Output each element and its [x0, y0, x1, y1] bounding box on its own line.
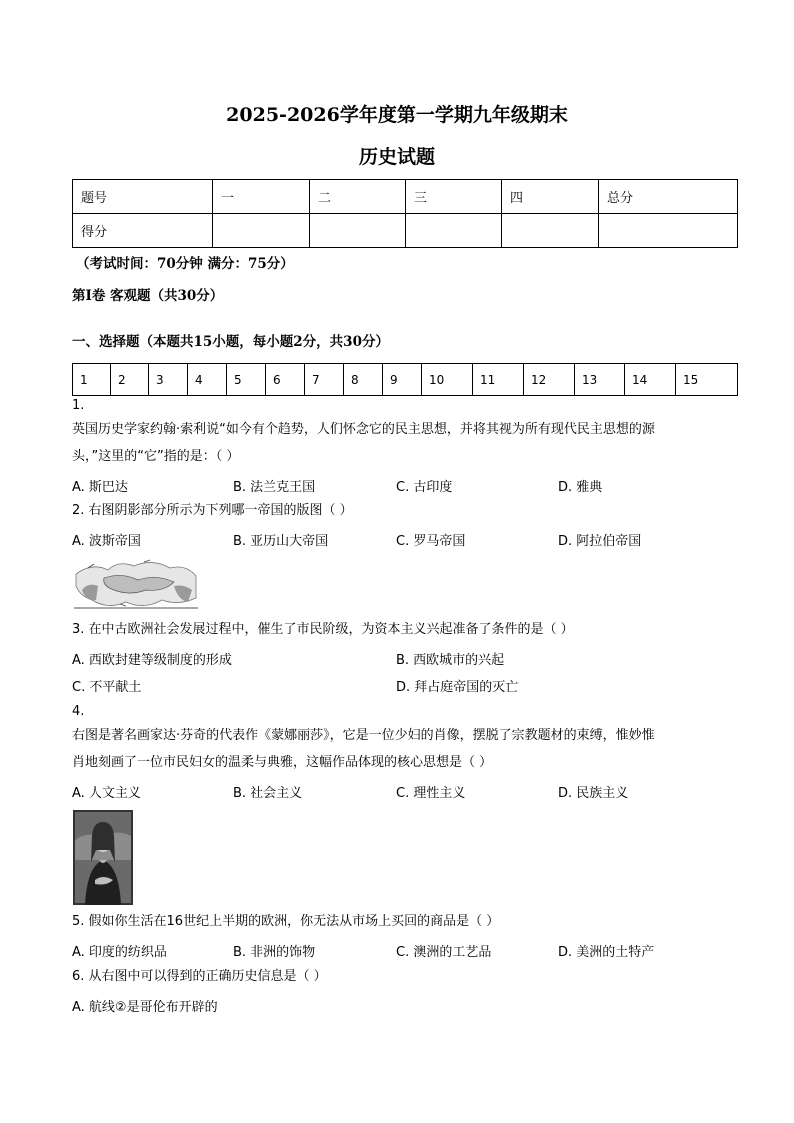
empire-map-image [74, 556, 198, 612]
question-6-option-a[interactable]: A. 航线②是哥伦布开辟的 [72, 1000, 218, 1015]
answer-number-cell: 4 [188, 364, 227, 396]
question-5-option-a[interactable]: A. 印度的纺织品 [72, 945, 167, 960]
question-4-line-1: 右图是著名画家达·芬奇的代表作《蒙娜丽莎》，它是一位少妇的肖像，摆脱了宗教题材的束缚，惟妙惟 [72, 728, 655, 743]
answer-number-cell: 12 [524, 364, 575, 396]
question-5-option-b[interactable]: B. 非洲的饰物 [233, 945, 316, 960]
answer-number-cell: 13 [575, 364, 625, 396]
question-1-number: 1. [72, 398, 85, 413]
score-cell[interactable] [213, 214, 310, 248]
subject-title: 历史试题 [358, 146, 435, 168]
section-title: 一、选择题（本题共15小题，每小题2分，共30分） [72, 334, 389, 350]
question-3-option-b[interactable]: B. 西欧城市的兴起 [396, 653, 505, 668]
question-4-option-a[interactable]: A. 人文主义 [72, 786, 141, 801]
answer-number-cell: 5 [227, 364, 266, 396]
question-1-option-b[interactable]: B. 法兰克王国 [233, 480, 316, 495]
question-4-number: 4. [72, 704, 85, 719]
question-1-option-c[interactable]: C. 古印度 [396, 480, 453, 495]
question-5-text: 5. 假如你生活在16世纪上半期的欧洲，你无法从市场上买回的商品是（ ） [72, 914, 500, 929]
question-1-line-2: 头，”这里的“它”指的是：（ ） [72, 449, 240, 464]
score-header-cell: 总分 [599, 180, 738, 214]
question-4-option-b[interactable]: B. 社会主义 [233, 786, 303, 801]
answer-number-cell: 3 [149, 364, 188, 396]
score-table-score-row [73, 214, 738, 248]
question-5-option-d[interactable]: D. 美洲的土特产 [558, 945, 655, 960]
answer-number-cell: 6 [266, 364, 305, 396]
question-4-line-2: 肖地刻画了一位市民妇女的温柔与典雅，这幅作品体现的核心思想是（ ） [72, 755, 493, 770]
question-5-option-c[interactable]: C. 澳洲的工艺品 [396, 945, 492, 960]
score-header-cell: 一 [213, 180, 310, 214]
question-6-text: 6. 从右图中可以得到的正确历史信息是（ ） [72, 969, 327, 984]
question-3-text: 3. 在中古欧洲社会发展过程中，催生了市民阶级，为资本主义兴起准备了条件的是（ ） [72, 622, 574, 637]
answer-number-cell: 14 [625, 364, 676, 396]
question-1-option-a[interactable]: A. 斯巴达 [72, 480, 128, 495]
score-header-cell: 题号 [73, 180, 213, 214]
mona-lisa-portrait-image [73, 810, 133, 905]
question-2-text: 2. 右图阴影部分所示为下列哪一帝国的版图（ ） [72, 503, 353, 518]
answer-number-cell: 10 [422, 364, 473, 396]
exam-info: （考试时间：70分钟 满分：75分） [76, 256, 294, 272]
question-2-option-a[interactable]: A. 波斯帝国 [72, 534, 141, 549]
question-2-option-d[interactable]: D. 阿拉伯帝国 [558, 534, 642, 549]
answer-number-cell: 7 [305, 364, 344, 396]
score-header-cell: 二 [310, 180, 406, 214]
question-3-option-c[interactable]: C. 不平献土 [72, 680, 142, 695]
score-header-cell: 三 [406, 180, 502, 214]
answer-number-cell: 1 [73, 364, 111, 396]
score-table [72, 179, 738, 248]
question-2-option-c[interactable]: C. 罗马帝国 [396, 534, 466, 549]
exam-title: 2025-2026学年度第一学期九年级期末 [226, 104, 568, 126]
score-row-label: 得分 [73, 214, 213, 248]
score-cell[interactable] [310, 214, 406, 248]
question-1-option-d[interactable]: D. 雅典 [558, 480, 603, 495]
score-header-cell: 四 [502, 180, 599, 214]
question-1-line-1: 英国历史学家约翰·索利说“如今有个趋势，人们怀念它的民主思想，并将其视为所有现代民主思想的源 [72, 422, 655, 437]
answer-number-cell: 2 [111, 364, 149, 396]
answer-table [72, 363, 738, 396]
answer-number-cell: 11 [473, 364, 524, 396]
question-4-option-d[interactable]: D. 民族主义 [558, 786, 629, 801]
score-cell[interactable] [599, 214, 738, 248]
question-3-option-a[interactable]: A. 西欧封建等级制度的形成 [72, 653, 232, 668]
answer-number-cell: 8 [344, 364, 383, 396]
part-title: 第Ⅰ卷 客观题（共30分） [72, 288, 224, 304]
answer-number-cell: 15 [676, 364, 738, 396]
question-2-option-b[interactable]: B. 亚历山大帝国 [233, 534, 329, 549]
score-table-header-row [73, 180, 738, 214]
score-cell[interactable] [502, 214, 599, 248]
question-4-option-c[interactable]: C. 理性主义 [396, 786, 466, 801]
answer-number-row [73, 364, 738, 396]
score-cell[interactable] [406, 214, 502, 248]
question-3-option-d[interactable]: D. 拜占庭帝国的灭亡 [396, 680, 519, 695]
answer-number-cell: 9 [383, 364, 422, 396]
